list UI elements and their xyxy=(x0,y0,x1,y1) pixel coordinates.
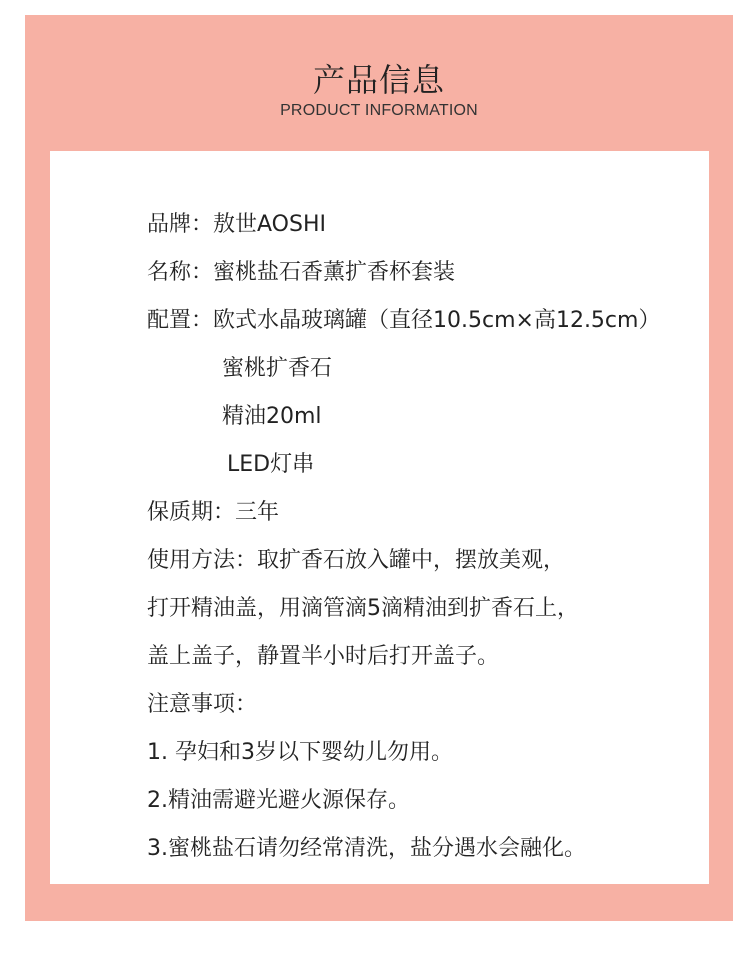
page-subtitle: PRODUCT INFORMATION xyxy=(280,102,478,119)
usage-line: 盖上盖子，静置半小时后打开盖子。 xyxy=(147,644,500,669)
config-item: LED灯串 xyxy=(227,452,315,477)
brand-line: 品牌：敖世AOSHI xyxy=(147,212,326,237)
config-line: 配置：欧式水晶玻璃罐（直径10.5cm×高12.5cm） xyxy=(147,308,661,333)
shelf-life-line: 保质期：三年 xyxy=(147,500,280,525)
info-card xyxy=(50,151,709,884)
note-item: 3.蜜桃盐石请勿经常清洗，盐分遇水会融化。 xyxy=(147,836,586,861)
name-line: 名称：蜜桃盐石香薰扩香杯套装 xyxy=(147,260,456,285)
page-title: 产品信息 xyxy=(312,61,445,99)
note-item: 2.精油需避光避火源保存。 xyxy=(147,788,410,813)
config-item: 蜜桃扩香石 xyxy=(222,356,333,381)
info-body xyxy=(147,201,707,873)
notes-title: 注意事项： xyxy=(147,692,258,717)
note-item: 1. 孕妇和3岁以下婴幼儿勿用。 xyxy=(147,740,453,765)
usage-line: 使用方法：取扩香石放入罐中，摆放美观， xyxy=(147,548,566,573)
info-frame xyxy=(25,15,733,921)
usage-line: 打开精油盖，用滴管滴5滴精油到扩香石上， xyxy=(147,596,579,621)
config-item: 精油20ml xyxy=(222,404,322,429)
